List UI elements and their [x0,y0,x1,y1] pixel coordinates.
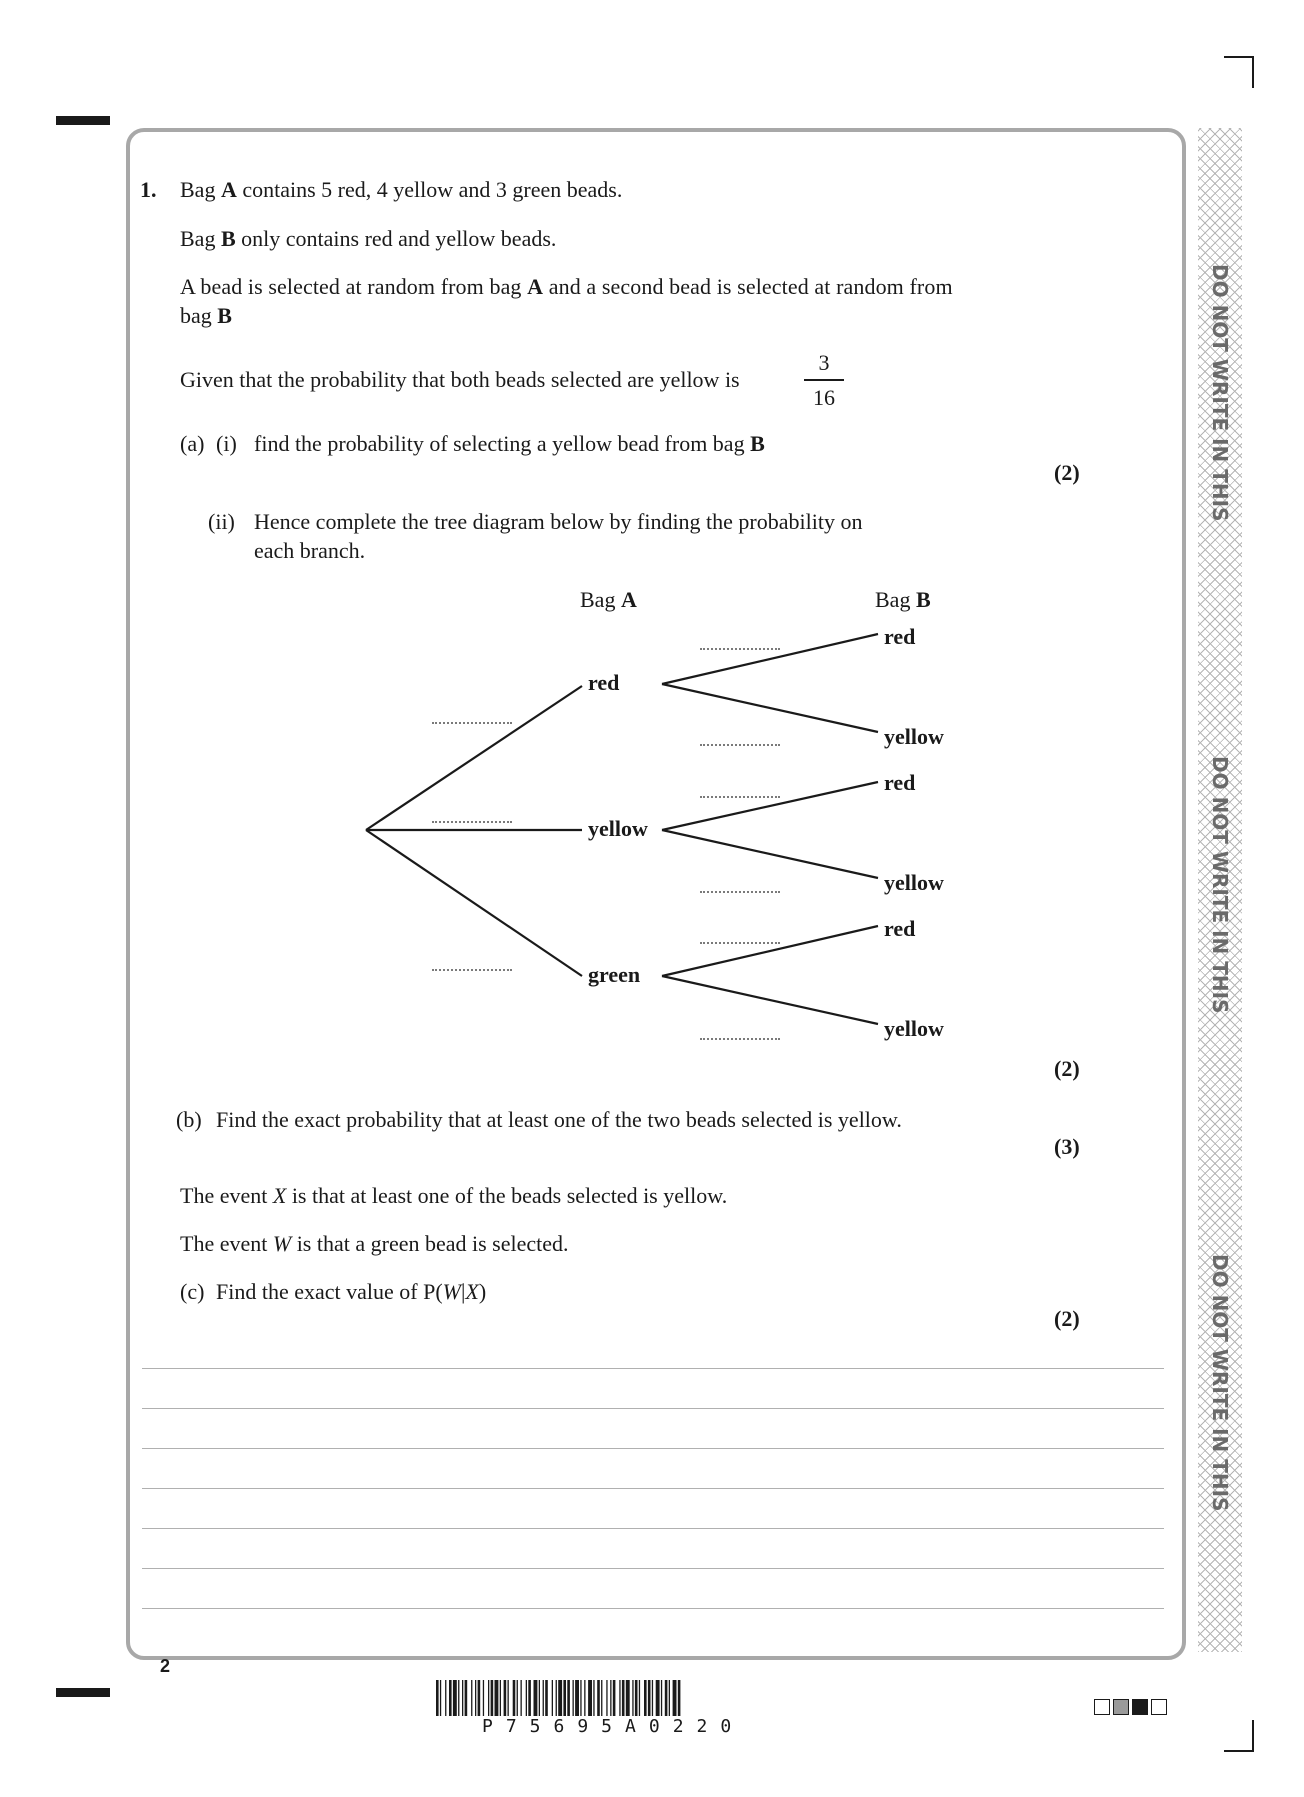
part-a-ii-line-2: each branch. [254,538,366,563]
tree-header-bag-a: Bag A [580,587,637,612]
indicator-box-4 [1151,1699,1167,1715]
barcode-bar [622,1680,625,1716]
do-not-write-label-3: DO NOT WRITE IN THIS [1208,1254,1232,1512]
barcode-bar [483,1680,484,1716]
part-a-label: (a) [180,431,205,456]
barcode-bar [639,1680,640,1716]
answer-line-6[interactable] [142,1568,1164,1569]
barcode-bar [445,1680,446,1716]
tree-outcome-b-yellow-2: yellow [884,870,944,895]
tree-outcome-b-yellow-3: yellow [884,1016,944,1041]
barcode-bar [465,1680,468,1716]
question-line-4: bag B [180,303,232,328]
part-b-text: Find the exact probability that at least one of the two beads selected is yellow. [216,1107,902,1132]
barcode-bar [601,1680,602,1716]
barcode-bar [556,1680,557,1716]
answer-line-1[interactable] [142,1368,1164,1369]
barcode-text: P75695A0220 [482,1716,745,1737]
page-number: 2 [160,1656,171,1676]
do-not-write-label-1: DO NOT WRITE IN THIS [1208,264,1232,522]
branch-yellow-red [662,782,878,830]
barcode-bar [656,1680,660,1716]
part-c-marks: (2) [1054,1306,1080,1331]
barcode-bar [563,1680,566,1716]
barcode-bar [619,1680,620,1716]
answer-line-3[interactable] [142,1448,1164,1449]
barcode-bar [517,1680,518,1716]
barcode-bar [534,1680,538,1716]
tree-outcome-b-red-3: red [884,916,916,941]
part-a-ii-line-1: Hence complete the tree diagram below by finding the probability on [254,509,863,534]
barcode-bar [504,1680,507,1716]
branch-yellow-yellow [662,830,878,878]
barcode-bar [648,1680,651,1716]
tree-outcome-b-red-2: red [884,770,916,795]
barcode-bar [539,1680,540,1716]
part-a-ii-marks: (2) [1054,1056,1080,1081]
barcode-bar [665,1680,668,1716]
barcode-bar [584,1680,585,1716]
barcode-bar [545,1680,548,1716]
event-w-definition: The event W is that a green bead is selected. [180,1231,569,1256]
answer-blank-red-yellow[interactable] [700,744,780,746]
fraction-numerator: 3 [818,350,830,375]
answer-blank-yellow-yellow[interactable] [700,891,780,893]
barcode-bar [610,1680,611,1716]
answer-blank-a-red[interactable] [432,722,512,724]
barcode-bar [558,1680,562,1716]
question-line-5: Given that the probability that both beads selected are yellow is [180,367,740,392]
part-a-ii-label: (ii) [208,509,235,534]
answer-blank-red-red[interactable] [700,648,780,650]
answer-blank-yellow-red[interactable] [700,796,780,798]
part-c-label: (c) [180,1279,205,1304]
barcode-bar [652,1680,653,1716]
barcode-bar [632,1680,633,1716]
barcode-bar [661,1680,662,1716]
barcode-bar [613,1680,616,1716]
answer-line-7[interactable] [142,1608,1164,1609]
indicator-box-3 [1132,1699,1148,1715]
barcode-bar [488,1680,489,1716]
answer-blank-green-yellow[interactable] [700,1038,780,1040]
barcode-bar [495,1680,499,1716]
tree-outcome-b-red-1: red [884,624,916,649]
part-a-i-label: (i) [216,431,237,456]
barcode-bar [521,1680,522,1716]
answer-blank-a-green[interactable] [432,969,512,971]
barcode-bar [513,1680,516,1716]
barcode-bar [588,1680,592,1716]
part-a-i-marks: (2) [1054,460,1080,485]
barcode-bar [471,1680,472,1716]
barcode [436,1680,876,1720]
question-line-2: Bag B only contains red and yellow beads. [180,226,557,251]
branch-red-yellow [662,684,878,732]
barcode-bar [673,1680,677,1716]
barcode-bar [449,1680,452,1716]
part-b-marks: (3) [1054,1134,1080,1159]
barcode-bar [475,1680,476,1716]
barcode-bar [458,1680,459,1716]
branch-red-red [662,634,878,684]
barcode-bar [597,1680,600,1716]
branch-green-red [662,926,878,976]
barcode-bar [573,1680,574,1716]
crop-mark-bottom-right [1224,1720,1254,1752]
part-b-label: (b) [176,1107,202,1132]
indicator-box-1 [1094,1699,1110,1715]
barcode-bar [453,1680,457,1716]
tree-outcome-a-red: red [588,670,620,695]
barcode-bar [526,1680,527,1716]
barcode-bar [635,1680,638,1716]
barcode-bar [626,1680,630,1716]
tree-outcome-a-green: green [588,962,641,987]
barcode-bar [669,1680,670,1716]
barcode-bar [500,1680,501,1716]
fraction-denominator: 16 [813,385,835,410]
barcode-bar [528,1680,531,1716]
barcode-bar [606,1680,607,1716]
part-a-i-text: find the probability of selecting a yellow bead from bag B [254,431,765,456]
answer-blank-a-yellow[interactable] [432,821,512,823]
tree-header-bag-b: Bag B [875,587,931,612]
question-number: 1. [140,177,157,202]
barcode-bar [575,1680,579,1716]
tree-outcome-b-yellow-1: yellow [884,724,944,749]
barcode-bar [567,1680,570,1716]
barcode-bar [508,1680,509,1716]
barcode-bar [552,1680,553,1716]
answer-line-2[interactable] [142,1408,1164,1409]
page-indicator-boxes [1094,1699,1167,1715]
registration-mark-bottom [56,1688,110,1697]
barcode-bar [678,1680,681,1716]
question-line-3: A bead is selected at random from bag A and a second bead is selected at random from [180,274,953,299]
barcode-bar [478,1680,481,1716]
tree-outcome-a-yellow: yellow [588,816,648,841]
part-c-text: Find the exact value of P(W|X) [216,1279,487,1304]
barcode-bar [593,1680,594,1716]
indicator-box-2 [1113,1699,1129,1715]
branch-root-red [366,686,582,830]
barcode-bar [462,1680,463,1716]
branch-root-green [366,830,582,976]
question-line-1: Bag A contains 5 red, 4 yellow and 3 green beads. [180,177,623,202]
answer-blank-green-red[interactable] [700,942,780,944]
barcode-bar [436,1680,439,1716]
barcode-bar [644,1680,647,1716]
answer-line-4[interactable] [142,1488,1164,1489]
event-x-definition: The event X is that at least one of the beads selected is yellow. [180,1183,728,1208]
branch-green-yellow [662,976,878,1024]
barcode-bar [491,1680,494,1716]
answer-line-5[interactable] [142,1528,1164,1529]
barcode-bar [543,1680,544,1716]
do-not-write-label-2: DO NOT WRITE IN THIS [1208,756,1232,1014]
barcode-bar [440,1680,441,1716]
barcode-bar [580,1680,581,1716]
